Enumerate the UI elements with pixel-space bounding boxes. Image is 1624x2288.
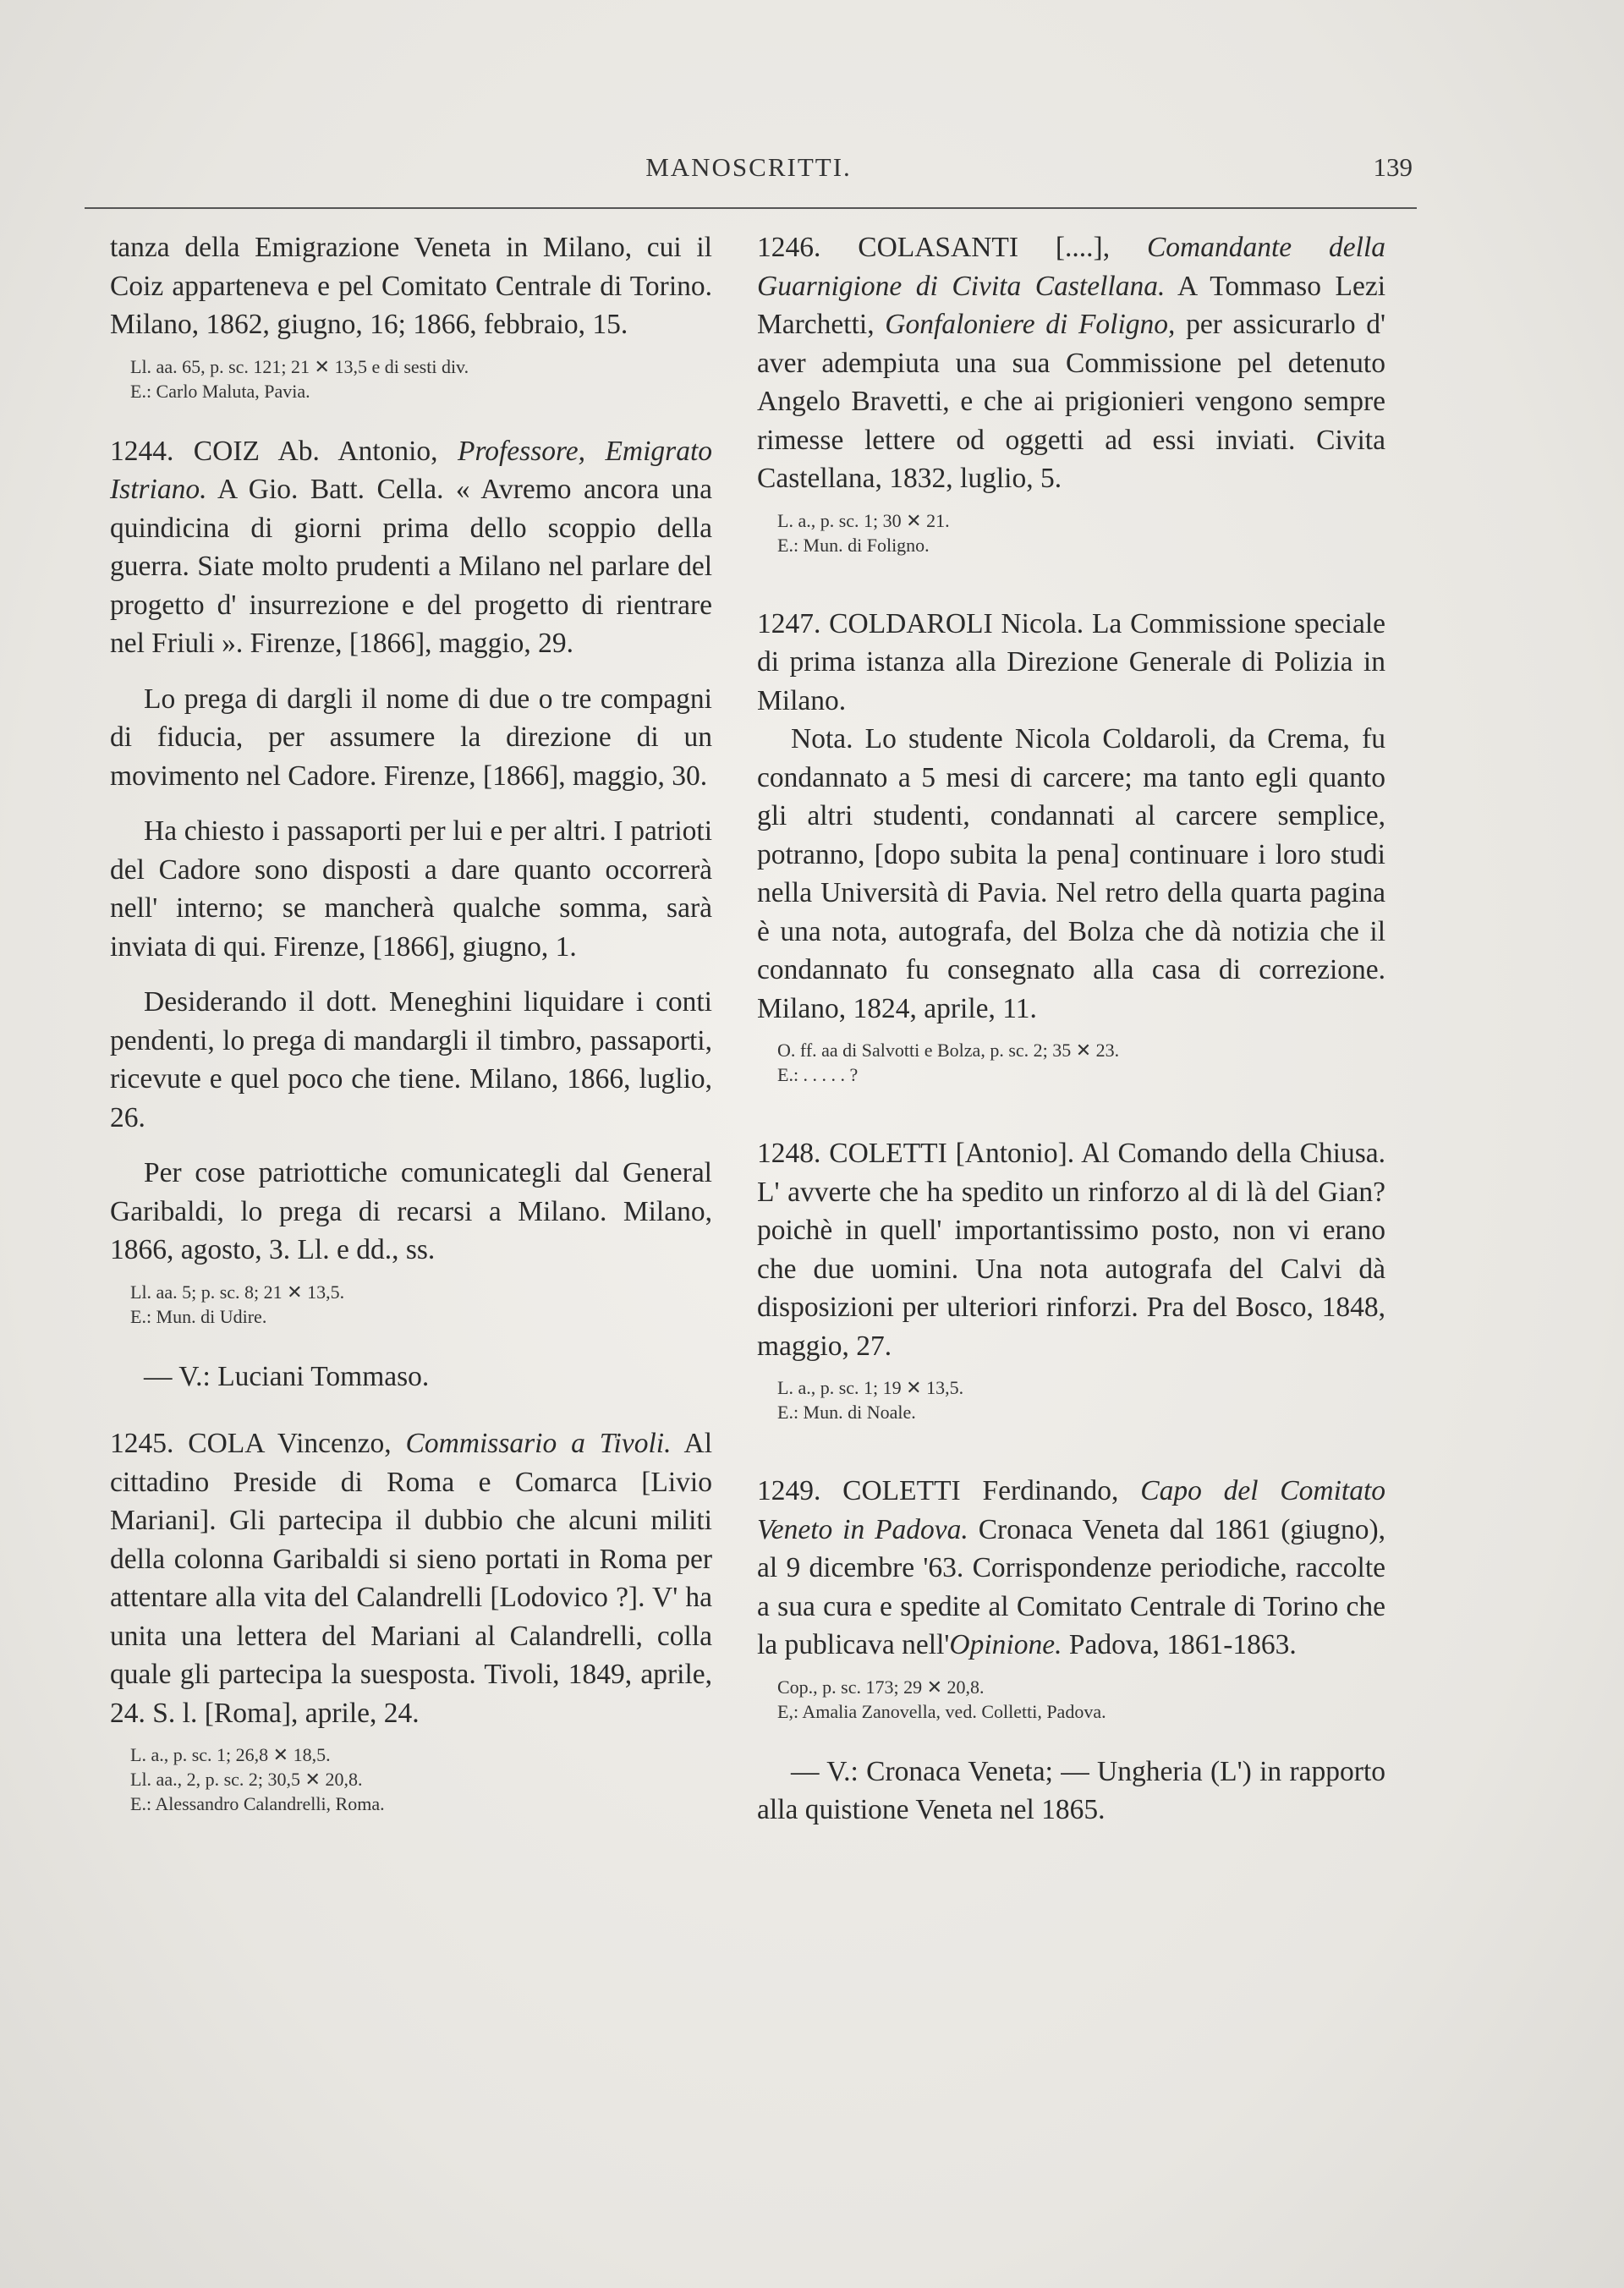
entry-role: Professore, Emigrato Istriano. <box>110 435 712 505</box>
running-title: MANOSCRITTI. <box>645 152 852 182</box>
entry-1249 <box>757 1472 1385 1665</box>
entry-1244 <box>110 432 712 663</box>
entry-role: Comandante della Guarnigione di Civita Castellana. <box>757 232 1386 302</box>
entry-note: Nota. Lo studente Nicola Coldaroli, da Crema, fu condannato a 5 mesi di carcere; ma tanto egli quanto gli altri studenti, condannati al carcere semplice, potranno, [dopo subita la pena] continuare i loro studi nella Università di Pavia. Nel retro della quarta pagina è una nota, autografa, del Bolza che dà notizia che il condannato fu consegnato alla casa di correzione. Milano, 1824, aprile, 11. <box>757 723 1385 1024</box>
entry-paragraph: Ha chiesto i passaporti per lui e per altri. I patrioti del Cadore sono disposti a dare quanto occorrerà nell' interno; se mancherà qualche somma, sarà inviata di qui. Firenze, [1866], giugno, 1. <box>110 815 712 963</box>
running-head <box>85 152 1413 186</box>
right-column <box>757 228 1385 1830</box>
entry-text: Padova, 1861-1863. <box>1068 1629 1297 1660</box>
ref-line: Cop., p. sc. 173; 29 ✕ 20,8. <box>777 1676 985 1698</box>
see-also: — V.: Cronaca Veneta; — Ungheria (L') in rapporto alla quistione Veneta nel 1865. <box>757 1755 1385 1825</box>
ref-line: O. ff. aa di Salvotti e Bolza, p. sc. 2; 35 ✕ 23. <box>777 1040 1120 1061</box>
header-rule <box>85 207 1417 209</box>
source-reference <box>130 1280 712 1329</box>
entry-heading: 1244. COIZ Ab. Antonio, <box>110 435 438 467</box>
ref-line: E.: Mun. di Foligno. <box>777 534 930 556</box>
source-reference <box>130 354 712 403</box>
entry-text: per assicurarlo d' aver adempiuta una sua Commissione pel detenuto Angelo Bravetti, e che ai prigionieri vengono sempre rimesse lettere od oggetti ad essi inviati. Civita Castellana, 1832, luglio, 5. <box>757 309 1386 494</box>
see-also: — V.: Luciani Tommaso. <box>144 1360 430 1392</box>
entry-paragraph: Desiderando il dott. Meneghini liquidare i conti pendenti, lo prega di mandargli il timbro, passaporti, ricevute e quel poco che tiene. Milano, 1866, luglio, 26. <box>110 986 712 1133</box>
journal-title: Opinione. <box>949 1629 1062 1660</box>
ref-line: L. a., p. sc. 1; 30 ✕ 21. <box>777 509 950 531</box>
ref-line: Ll. aa., 2, p. sc. 2; 30,5 ✕ 20,8. <box>130 1769 363 1790</box>
entry-paragraph: Lo prega di dargli il nome di due o tre compagni di fiducia, per assumere la direzione di un movimento nel Cadore. Firenze, [1866], maggio, 30. <box>110 683 712 792</box>
entry-paragraph: Per cose patriottiche comunicategli dal General Garibaldi, lo prega di recarsi a Milano. Milano, 1866, agosto, 3. Ll. e dd., ss. <box>110 1157 712 1265</box>
ref-line: L. a., p. sc. 1; 19 ✕ 13,5. <box>777 1377 964 1398</box>
entry-1247: 1247. COLDAROLI Nicola. La Commissione speciale di prima istanza alla Direzione Generale di Polizia in Milano. <box>757 607 1385 716</box>
ref-line: E,: Amalia Zanovella, ved. Colletti, Padova. <box>777 1700 1106 1722</box>
entry-heading: 1245. COLA Vincenzo, <box>110 1428 392 1459</box>
ref-line: E.: Mun. di Noale. <box>777 1402 916 1423</box>
page-number: 139 <box>1373 152 1413 182</box>
entry-text: A Gio. Batt. Cella. « Avremo ancora una quindicina di giorni prima dello scoppio della guerra. Siate molto prudenti a Milano nel parlare del progetto d' insurrezione e del progetto di rientrare nel Friuli ». Firenze, [1866], maggio, 29. <box>110 474 712 659</box>
source-reference <box>777 1675 1385 1724</box>
ref-line: E.: Mun. di Udire. <box>130 1305 267 1327</box>
continuation-paragraph: tanza della Emigrazione Veneta in Milano, cui il Coiz apparteneva e pel Comitato Centrale di Torino. Milano, 1862, giugno, 16; 1866, febbraio, 15. <box>110 232 712 340</box>
entry-1245 <box>110 1424 712 1732</box>
ref-line: Ll. aa. 5; p. sc. 8; 21 ✕ 13,5. <box>130 1281 345 1303</box>
ref-line: E.: Carlo Maluta, Pavia. <box>130 380 310 402</box>
source-reference <box>130 1742 712 1816</box>
ref-line: Ll. aa. 65, p. sc. 121; 21 ✕ 13,5 e di sesti div. <box>130 355 469 377</box>
entry-text: A Tommaso Lezi Marchetti, <box>757 270 1386 340</box>
ref-line: L. a., p. sc. 1; 26,8 ✕ 18,5. <box>130 1744 331 1765</box>
entry-heading: 1249. COLETTI Ferdinando, <box>757 1475 1119 1506</box>
source-reference <box>777 1038 1385 1087</box>
left-column <box>110 228 712 1816</box>
entry-role: Capo del Comitato Veneto in Padova. <box>757 1475 1385 1545</box>
entry-text: Al cittadino Preside di Roma e Comarca [Livio Mariani]. Gli partecipa il dubbio che alcuni militi della colonna Garibaldi si sieno portati in Roma per attentare alla vita del Calandrelli [Lodovico ?]. V' ha unita una lettera del Mariani al Calandrelli, colla quale gli partecipa la suesposta. Tivoli, 1849, aprile, 24. S. l. [Roma], aprile, 24. <box>110 1428 712 1729</box>
ref-line: E.: . . . . . ? <box>777 1064 859 1085</box>
entry-1246 <box>757 228 1385 498</box>
ref-line: E.: Alessandro Calandrelli, Roma. <box>130 1793 385 1814</box>
source-reference <box>777 1375 1385 1424</box>
entry-role: Gonfaloniere di Foligno, <box>885 309 1176 340</box>
entry-1248: 1248. COLETTI [Antonio]. Al Comando della Chiusa. L' avverte che ha spedito un rinforzo al di là del Gian? poichè in quell' importantissimo posto, non vi erano che due uomini. Una nota autografa del Calvi dà disposizioni per ulteriori rinforzi. Pra del Bosco, 1848, maggio, 27. <box>757 1138 1385 1362</box>
entry-role: Commissario a Tivoli. <box>405 1428 672 1459</box>
entry-text: Cronaca Veneta dal 1861 (giugno), al 9 dicembre '63. Corrispondenze periodiche, raccolte a sua cura e spedite al Comitato Centrale di Torino che la publicava nell' <box>757 1513 1385 1660</box>
entry-heading: 1246. COLASANTI [....], <box>757 232 1111 263</box>
source-reference <box>777 508 1385 557</box>
